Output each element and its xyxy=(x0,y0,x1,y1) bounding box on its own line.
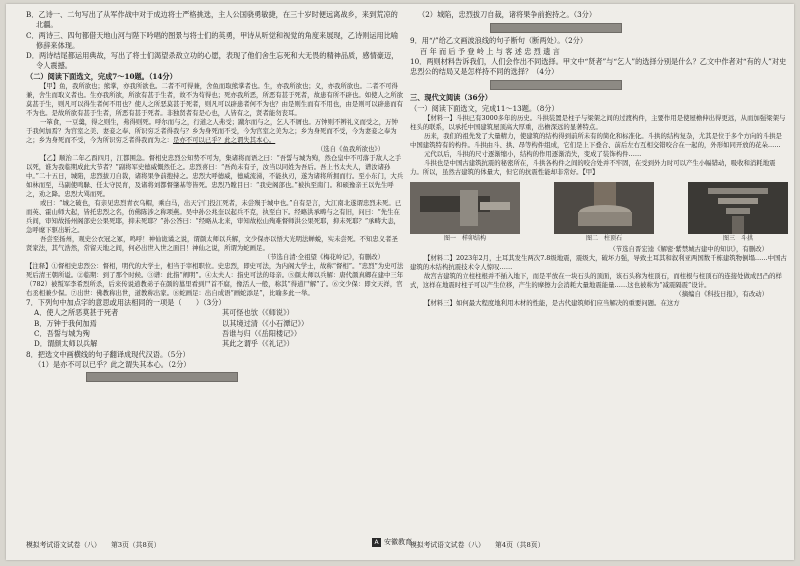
q7-option-c-ref: 吾谁与归（《岳阳楼记》） xyxy=(222,328,302,338)
page-footer-left xyxy=(26,539,404,549)
passage-b-para1: 【乙】顺治二年乙酉四月，江都围急。督相史忠烈公知势不可为，集诸将而语之曰：“吾誓与城为殉，然仓皇中不可落于敌人之手以死，谁为我临期成此大节者？”副将军史德威慨然任之。忠烈喜曰：“吾尚未有子，汝当以同姓为吾后。吾上书太夫人，谱汝诸孙中。”二十五日，城陷，忠烈拔刀自裁，诸将果争前抱持之。忠烈大呼德威，德威流涕，不能执刃，遂为诸将所拥而行。至小东门，大兵如林而至，马副使鸣騄、任太守民育，及诸将刘都督肇基等皆死。忠烈乃瞠目曰：“我史阁部也。”被执至南门。和硕豫亲王以先生呼之，劝之降。忠烈大骂而死。 xyxy=(26,154,404,199)
left-column xyxy=(26,10,404,384)
material-3-intro: 【材料三】如何最大程度地利用木材的性能，是古代建筑师们应当解决的重要问题。在这方 xyxy=(424,299,680,308)
figure-1-caption: 图一 样卯结构 xyxy=(443,235,486,243)
material-2-source: （摘编自《科技日报》，有改动） xyxy=(675,290,768,299)
publisher-name: 安徽教育 xyxy=(384,538,412,546)
page-footer-right xyxy=(410,539,788,549)
q7-option-b: B．万钟于我何加焉 xyxy=(34,318,97,328)
question-8-item2: （2）城陷，忠烈拔刀自裁，诸将果争前抱持之。（3分） xyxy=(418,10,597,19)
section-3-subheading: （一）阅读下面选文，完成11～13题。（8分） xyxy=(410,103,559,113)
option-d: D．两诗结尾都运用典故，写出了将士们渴望杀敌立功的心愿，表现了他们舍生忘死和大无畏的精神品质，感情豪迈，令人震撼。 xyxy=(26,51,399,71)
question-7: 7．下列句中加点字的意思或用法相同的一项是（ ）（3分） xyxy=(26,298,226,308)
notes: 【注释】①督相史忠烈公：督相，明代的大学士，相当于宰相职位。史忠烈，即史可法，为内阁大学士，故称“督相”。“忠烈”为史可法死后清王朝所谥。②临期：到了那个时候。③谱：此指“阐明”。④太夫人：指史可法的母亲。⑤颜太师以兵解：唐代颜真卿在建中三年（782）被叛军李希烈所杀，后来传说道教弟子在颜的墓里看到尸首不腐，像活人一般，称其“得道尸解”了。⑥文少保：即文天祥，官右丞相兼少保。⑦出世：佛教称出世，道教称出家。⑧蛇画足：出自成语“画蛇添足”，比喻多此一举。 xyxy=(26,262,404,298)
material-1-para4: 斗拱也是中国古建筑抗震的秘密所在，斗拱各构件之间的咬合处并不牢固，在受到外力时可以产生小幅错动，吸收和消耗地震力。所以，虽然古建筑的体量大，但它的抗震性能却非常好。【甲】 xyxy=(410,159,776,177)
question-8: 8．把选文中画横线的句子翻译成现代汉语。（5分） xyxy=(26,349,190,359)
figure-3-caption: 图三 斗拱 xyxy=(722,235,753,243)
exam-sheet xyxy=(6,4,794,560)
q7-option-d-ref: 其此之谓乎（《礼记》） xyxy=(222,339,294,349)
passage-b-source: （节选自清·全祖望《梅花岭记》，有删改） xyxy=(263,253,384,262)
answer-area[interactable] xyxy=(490,23,622,33)
question-9: 9．用“/”给乙文画波浪线的句子断句（断两处）。（2分） xyxy=(410,36,588,46)
mortise-tenon-image xyxy=(410,182,520,234)
q7-option-a: A．使人之所恶莫甚于死者 xyxy=(34,308,119,318)
material-1-para1: 【材料一】斗拱已有3000多年的历史。斗拱装置是柱子与梁架之间的过渡构件，主要作用是使屋檐伸出得更远，从而加强梁架与柱头的联系，以承托中国建筑屋顶高大厚重，出檐深远的显著特点。 xyxy=(410,114,786,132)
figure-row xyxy=(410,181,788,243)
answer-area[interactable] xyxy=(86,372,238,382)
section-3-heading: 三、现代文阅读（36分） xyxy=(410,93,492,103)
section-heading: （二）阅读下面选文，完成7～10题。（14分） xyxy=(26,71,177,81)
figure-source: （节选自晋宏逵《解密·紫禁城古建中的知识》，有删改） xyxy=(609,245,768,254)
question-8-item1: （1）是亦不可以已乎？此之谓失其本心。（2分） xyxy=(34,359,191,369)
material-1-para2: 历来，我们的祖先发了大量精力，使建筑的结构得到前所未有的简化和标准化。斗拱的结构复杂，尤其是位于多个方向的斗拱是中国建筑特有的构件。斗拱由斗、拱、昂等构件组成，它们是上下叠合、前后左右互相交错咬合在一起的，外形如同开放的花朵…… xyxy=(410,132,782,150)
publisher-brand xyxy=(372,537,412,547)
material-1-para3: 元代以后，斗拱的尺寸逐渐缩小，结构的作用逐渐消失，变成了装饰构件…… xyxy=(424,150,642,159)
publisher-logo-icon: A xyxy=(372,538,381,547)
bracket-set-image xyxy=(688,182,788,234)
passage-a-para2 xyxy=(26,118,404,145)
figure-2 xyxy=(554,182,654,243)
footer-right-text: 模拟考试语文试卷（八） 第4页（共8页） xyxy=(410,541,545,549)
figure-1 xyxy=(410,182,520,243)
footer-left-text: 模拟考试语文试卷（八） 第3页（共8页） xyxy=(26,541,161,549)
passage-b-para2: 或曰：“城之破也，有亲见忠烈青衣乌帽，乘白马，出天宁门投江死者，未尝殒于城中也。”自有是言，大江南北遂谓忠烈未死。已而英、霍山师大起，皆托忠烈之名，仿佛陈涉之称项燕。吴中孙公兆奎以起兵不克，执至白下。经略洪承畴与之有旧，问曰：“先生在兵间，审知故扬州阁部史公果死耶，抑未死耶？”孙公答曰：“经略从北来，审知故松山殉难督师洪公果死耶，抑未死耶？”承畴大恚，急呼麾下驱出斩之。 xyxy=(26,199,402,235)
q7-option-b-ref: 以其境过清（《小石潭记》） xyxy=(222,318,309,328)
q7-option-a-ref: 其可怪也欤（《师说》） xyxy=(222,308,294,318)
passage-a-para1: 【甲】鱼，我所欲也；熊掌，亦我所欲也。二者不可得兼，舍鱼而取熊掌者也。生，亦我所欲也；义，亦我所欲也。二者不可得兼，舍生而取义者也。生亦我所欲，所欲有甚于生者，故不为苟得也；死亦我所恶，所恶有甚于死者，故患有所不辟也。如使人之所欲莫甚于生，则凡可以得生者何不用也？使人之所恶莫甚于死者，则凡可以辟患者何不为也？由是则生而有不用也，由是则可以辟患而有不为也。是故所欲有甚于生者，所恶有甚于死者。非独贤者有是心也，人皆有之，贤者能勿丧耳。 xyxy=(26,82,404,118)
material-2-para1: 【材料二】2023年2月，土耳其发生两次7.8级地震，震级大，破坏力强，导致土耳其和叙利亚两国数千栋建筑物倒塌……中国古建筑的木结构抗震技术令人惊叹…… xyxy=(410,254,787,272)
option-c: C．两诗三、四句都借天地山河与陛下吟唱的图景与将士们的英勇，甲诗从听觉和视觉的角度来展现，乙诗则运用比喻修辞来体现。 xyxy=(26,30,399,50)
passage-a-underlined: 是亦不可以已乎？此之谓失其本心。 xyxy=(172,136,276,145)
question-9-text: 百 年 而 后 予 登 岭 上 与 客 述 忠 烈 遗 言 xyxy=(420,46,560,56)
answer-area[interactable] xyxy=(490,80,622,90)
q7-option-d: D．谓颜太师以兵解 xyxy=(34,339,98,349)
material-2-para2: 故宫古建筑的立柱柱根并不插入地下，而是平放在一块石头的顶面，该石头称为柱顶石，而柱根与柱顶石的连接处做成凹凸的样式，这样在地震时柱子可以产生位移，产生的摩擦力会消耗大量地震能量……这也被称为“减震隔震”设计。 xyxy=(410,272,782,290)
q7-option-c: C．吾誓与城为殉 xyxy=(34,328,90,338)
right-column xyxy=(410,10,788,308)
figure-3 xyxy=(688,182,788,243)
question-10: 10．两则材料告诉我们，人们会作出不同选择。甲文中“贤者”与“乞人”的选择分别是什么？乙文中作者对“有的人”对史忠烈公的结局又是怎样持不同的选择？（4分） xyxy=(410,56,787,77)
passage-a-source: （选自《鱼我所欲也》） xyxy=(316,145,384,154)
figure-2-caption: 图二 柱顶石 xyxy=(585,235,622,243)
option-b: B．乙诗一、二句写出了从军作战中对于成边将士严格挑选，主人公国骁勇敏捷，在三十岁时便远离战乡，来到荒凉的北疆。 xyxy=(26,10,398,30)
passage-b-para3: 吾尝至扬州，观史公衣冠之冢，鸣呼！神仙诡谲之说，谓颜太师以兵解，文少保亦以悟大光明法蝉蜕，实未尝死。不知忠义者圣贤家法，其气浩然，常留天地之间，何必出世入世之面目！神仙之说，所谓为蛇画足。 xyxy=(26,235,398,253)
question-7-options xyxy=(26,308,404,349)
column-base-image xyxy=(554,182,654,234)
passage-a-text: 一箪食，一豆羹，得之则生，弗得则死。呼尔而与之，行道之人弗受；蹴尔而与之，乞人不屑也。万钟则不辨礼义而受之，万钟于我何加焉？为宫室之美、妻妾之奉、所识穷乏者得我与？乡为身死而不受，今为宫室之美为之；乡为身死而不受，今为妻妾之奉为之；乡为身死而不受，今为所识穷乏者得我而为之： xyxy=(26,118,398,145)
